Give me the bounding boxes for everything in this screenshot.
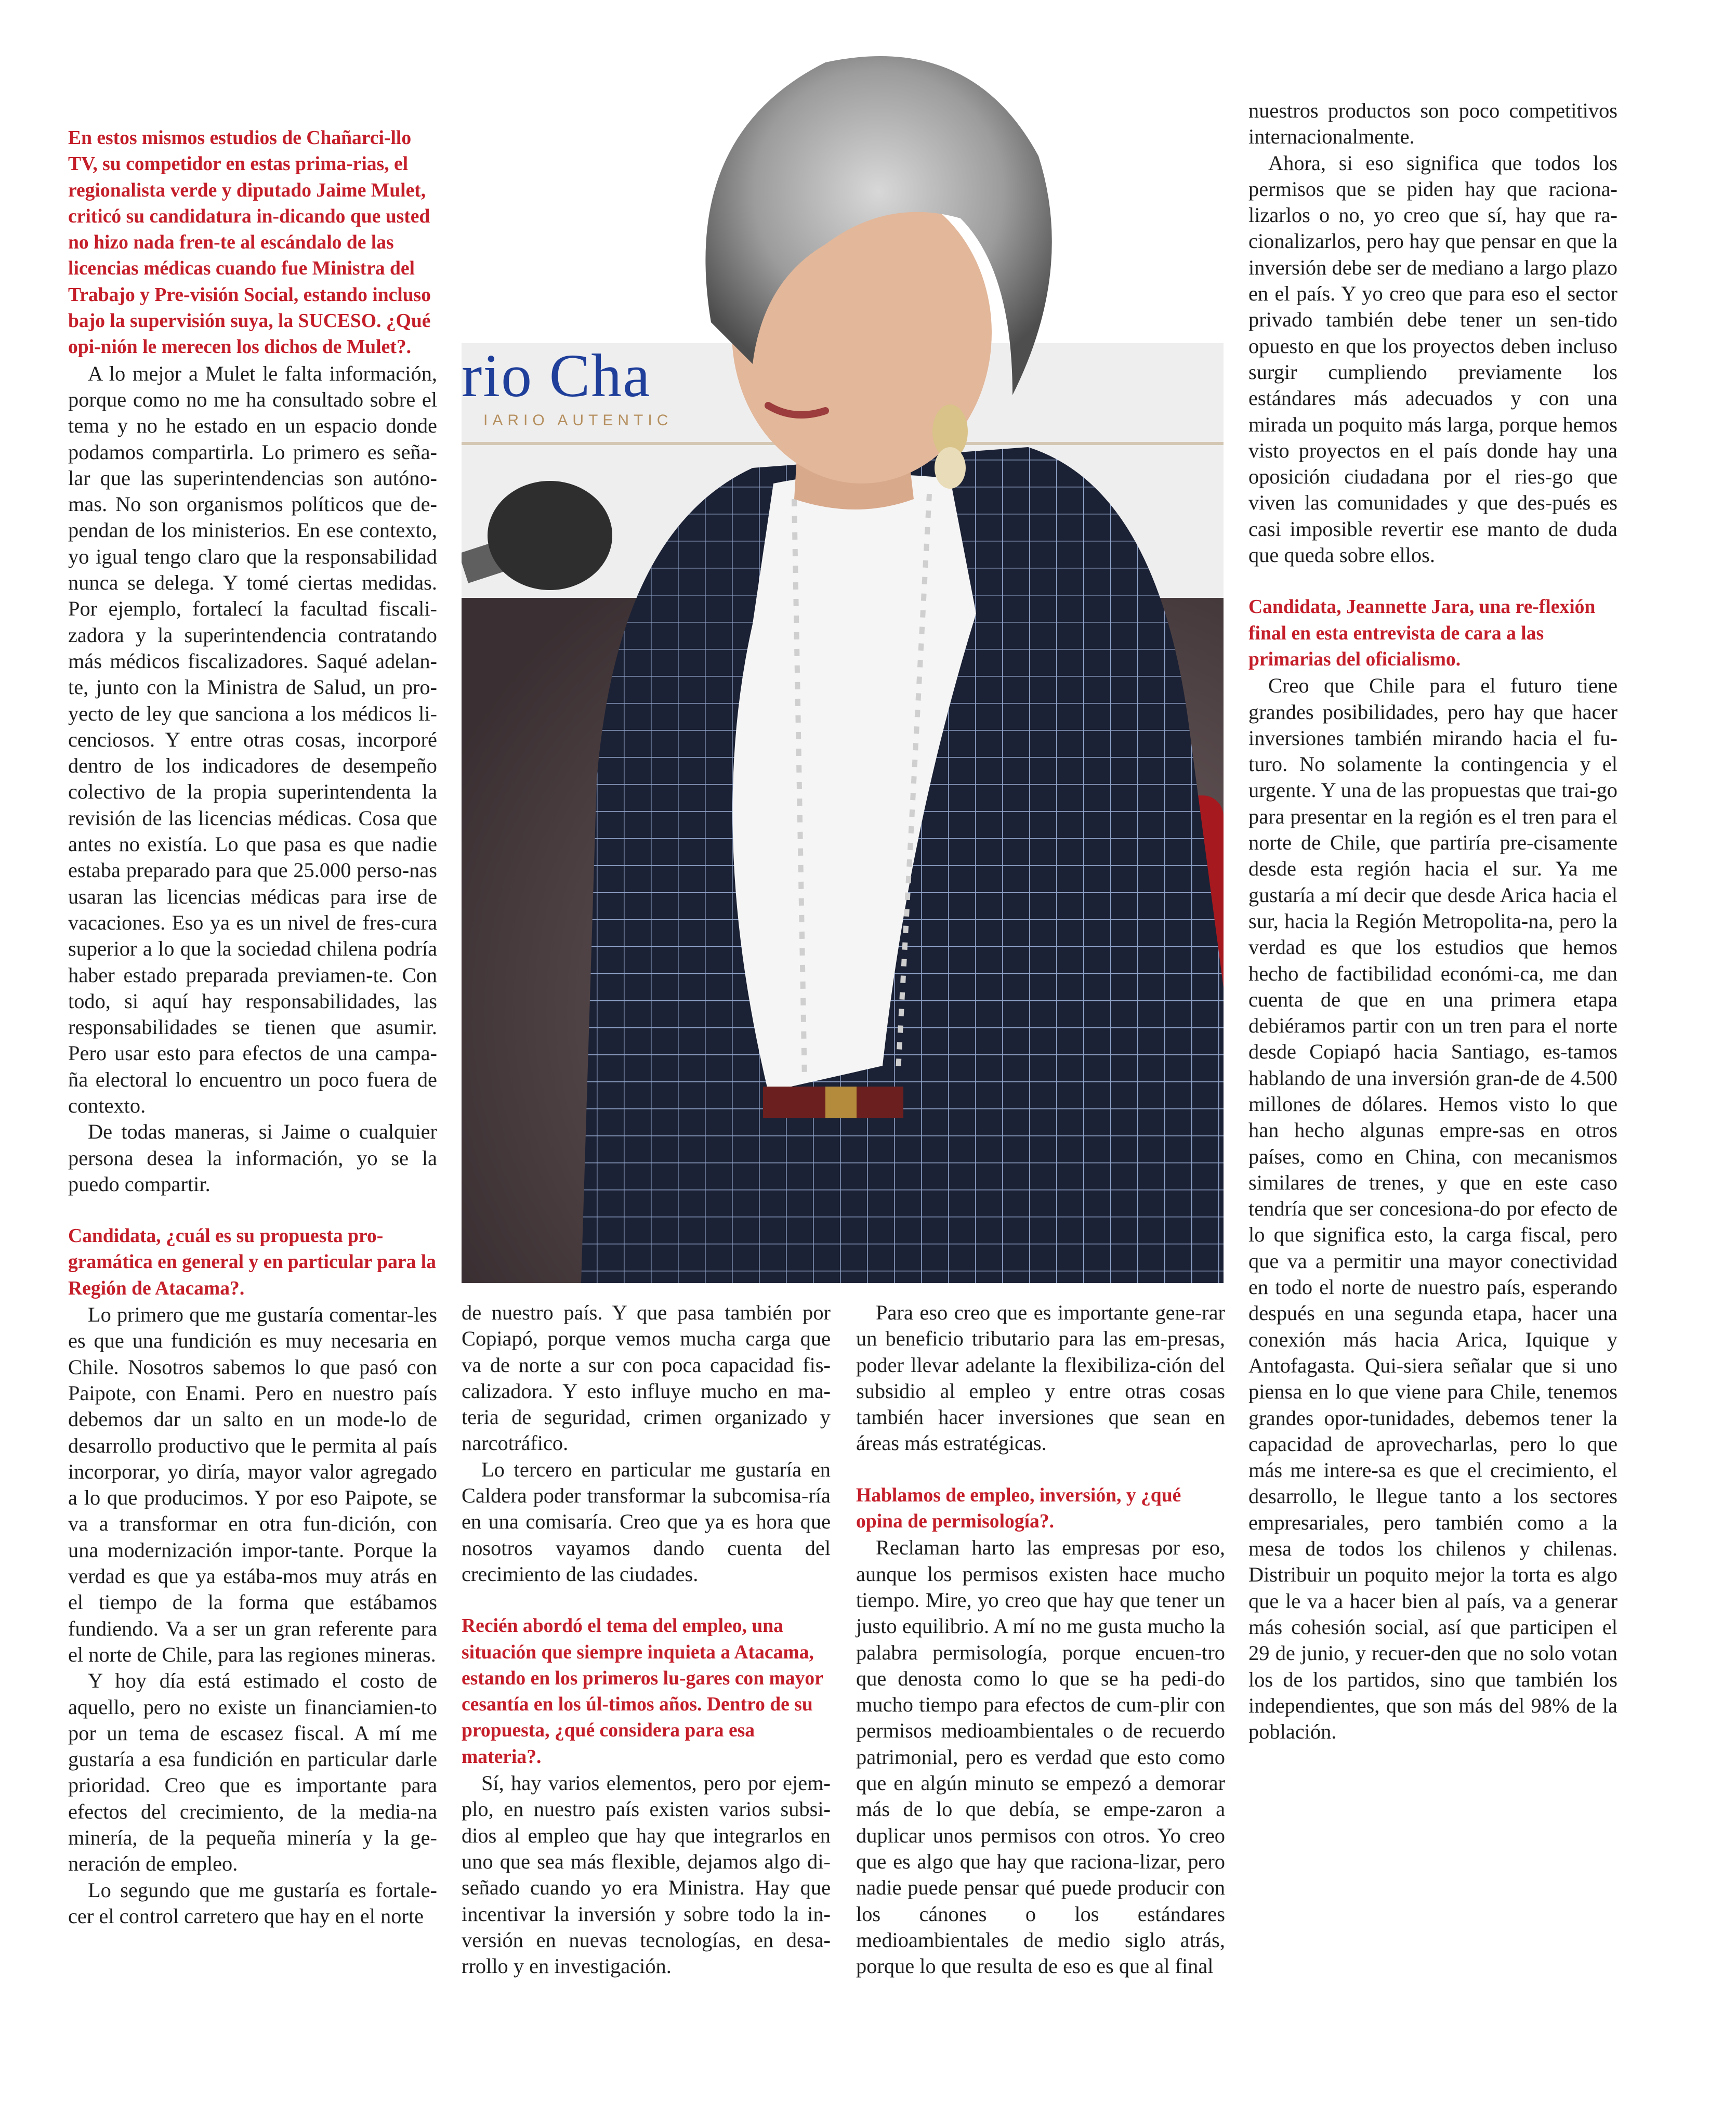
answer-mulet-2: De todas maneras, si Jaime o cualquier persona desea la información, yo se la puedo compartir. <box>68 1120 437 1196</box>
answer-mulet: A lo mejor a Mulet le falta información, porque como no me ha consultado sobre el tema y no he estado en un espacio donde podamos compartirla. Lo primero es seña-lar que las superintendencias son autóno-mas. No son organismos políticos que de-pendan de los ministerios. En ese contexto, yo igual tengo claro que la responsabilidad nunca se delega. Y tomé ciertas medidas. Por ejemplo, fortalecí la facultad fiscali-zadora y la superintendencia contratando más médicos fiscalizadores. Saqué adelan-te, junto con la Ministra de Salud, un pro-yecto de ley que sanciona a los médicos li-cenciosos. Y entre otras cosas, incorporé dentro de los indicadores de desempeño colectivo de la propia superintendenta la revisión de las licencias médicas. Cosa que antes no existía. Lo que pasa es que nadie estaba preparado para que 25.000 perso-nas usaran las licencias médicas para irse de vacaciones. Eso ya es un nivel de fres-cura superior a lo que la sociedad chilena podría haber estado preparada previamen-te. Con todo, si aquí hay responsabilidades, las responsabilidades se tienen que asumir. Pero usar esto para efectos de una campa-ña electoral lo encuentro un poco fuera de contexto. <box>68 361 437 1117</box>
interview-photo <box>462 0 1224 1283</box>
question-program: Candidata, ¿cuál es su propuesta pro-gramática en general y en particular para la Región de Atacama?. <box>68 1225 436 1299</box>
question-final: Candidata, Jeannette Jara, una re-flexión final en esta entrevista de cara a las primarias del oficialismo. <box>1248 596 1596 670</box>
answer-permits-3: Ahora, si eso significa que todos los permisos que se piden hay que raciona-lizarlos o no, yo creo que sí, hay que ra-cionalizarlos, pero hay que pensar en que la inversión debe ser de mediano a largo plazo en el país. Y yo creo que para eso el sector privado también debe tener un sen-tido opuesto en que los proyectos deben incluso surgir cumpliendo previamente los estándares más adecuados y con una mirada un poquito más larga, porque hemos visto proyectos en el país donde hay una oposición ciudadana por el ries-go que viven las comunidades y que des-pués es casi imposible revertir ese manto de duda que queda sobre ellos. <box>1248 151 1617 567</box>
answer-employment-2: Para eso creo que es importante gene-rar un beneficio tributario para las em-presas, poder llevar adelante la flexibiliza-ción del subsidio al empleo y entre otras cosas también hacer inversiones que sean en áreas más estratégicas. <box>856 1301 1225 1455</box>
studio-logo-text: rio Cha <box>462 342 651 410</box>
answer-program-2: Y hoy día está estimado el costo de aquello, pero no existe un financiamien-to por un tema de escasez fiscal. A mí me gustaría a esa fundición en particular darle prioridad. Creo que es importante para efectos del crecimiento, de la media-na minería, de la pequeña minería y la ge-neración de empleo. <box>68 1669 437 1876</box>
column-3 <box>856 1300 1225 1979</box>
column-1 <box>68 125 437 1929</box>
column-2 <box>462 1300 831 1979</box>
question-permits: Hablamos de empleo, inversión, y ¿qué opina de permisología?. <box>856 1484 1181 1533</box>
answer-employment-1: Sí, hay varios elementos, pero por ejem-plo, en nuestro país existen varios subsi-dios al empleo que hay que integrarlos en uno que sea más flexible, dejamos algo di-señado cuando yo era Ministra. Hay que incentivar la inversión y sobre todo la in-versión en nuevas tecnologías, en desa-rrollo y en investigación. <box>462 1771 831 1978</box>
answer-program-1: Lo primero que me gustaría comentar-les es que una fundición es muy necesaria en Chile. Nosotros sabemos lo que pasó con Paipote, con Enami. Pero en nuestro país debemos dar un salto en un mode-lo de desarrollo productivo que le permita al país incorporar, yo diría, mayor valor agregado a lo que producimos. Y por eso Paipote, se va a transformar en otra fun-dición, con una modernización impor-tante. Porque la verdad es que ya estába-mos muy atrás en el tiempo de la forma que estábamos fundiendo. Va a ser un gran referente para el norte de Chile, para las regiones mineras. <box>68 1303 437 1666</box>
answer-program-3: Lo segundo que me gustaría es fortale-cer el control carretero que hay en el norte <box>68 1878 437 1928</box>
question-employment: Recién abordó el tema del empleo, una situación que siempre inquieta a Atacama, estando en los primeros lu-gares con mayor cesantía en los úl-timos años. Dentro de su propuesta, ¿qué considera para esa materia?. <box>462 1615 823 1768</box>
question-mulet: En estos mismos estudios de Chañarci-llo TV, su competidor en estas prima-rias, el regionalista verde y diputado Jaime Mulet, criticó su candidatura in-dicando que usted no hizo nada fren-te al escándalo de las licencias médicas cuando fue Ministra del Trabajo y Pre-visión Social, estando incluso bajo la supervisión suya, la SUCESO. ¿Qué opi-nión le merecen los dichos de Mulet?. <box>68 127 431 358</box>
answer-program-5: Lo tercero en particular me gustaría en Caldera poder transformar la subcomisa-ría en una comisaría. Creo que ya es hora que nosotros vayamos dando cuenta del crecimiento de las ciudades. <box>462 1457 831 1586</box>
answer-program-4: de nuestro país. Y que pasa también por Copiapó, porque vemos mucha carga que va de norte a sur con poca capacidad fis-calizadora. Y esto influye mucho en ma-teria de seguridad, crimen organizado y narcotráfico. <box>462 1301 831 1455</box>
photo-scene <box>462 0 1224 1283</box>
answer-final: Creo que Chile para el futuro tiene grandes posibilidades, pero hay que hacer inversiones también mirando hacia el fu-turo. No solamente la contingencia y el urgente. Y una de las propuestas que trai-go para presentar en la región es el tren para el norte de Chile, que partiría pre-cisamente desde esta región hacia el sur. Ya me gustaría a mí decir que desde Arica hacia el sur, hacia la Región Metropolita-na, pero la verdad es que los estudios que hemos hecho de factibilidad económi-ca, me dan cuenta de que en una primera etapa debiéramos partir con un tren para el norte desde Copiapó hacia Santiago, es-tamos hablando de una inversión gran-de de 4.500 millones de dólares. Hemos visto lo que han hecho algunas empre-sas en otros países, como en China, con mecanismos similares de trenes, y que en este caso tendría que ser concesiona-do por efecto de lo que significa esto, la carga fiscal, pero que va a permitir una mayor conectividad en todo el norte de nuestro país, esperando después en una segunda etapa, hacer una conexión más hacia Arica, Iquique y Antofagasta. Qui-siera señalar que si uno piensa en lo que viene para Chile, tenemos grandes opor-tunidades, debemos tener la capacidad de aprovecharlas, pero lo que más me intere-sa es que el crecimiento, el desarrollo, le llegue tanto a los sectores empresariales, pero también como a la mesa de todos los chilenos y chilenas. Distribuir un poquito mejor la torta es algo que le va a hacer bien al país, va a generar más cohesión social, así que participen el 29 de junio, y recuer-den que no solo votan los de los partidos, sino que también los independientes, que son más del 98% de la población. <box>1248 674 1617 1744</box>
answer-permits-2: nuestros productos son poco competitivos internacionalmente. <box>1248 99 1617 149</box>
studio-logo-subtext: IARIO AUTENTIC <box>483 412 673 429</box>
answer-permits-1: Reclaman harto las empresas por eso, aunque los permisos existen hace mucho tiempo. Mire, yo creo que hay que tener un justo equilibrio. A mí no me gusta mucho la palabra permisología, porque encuen-tro que denosta como lo que se ha pedi-do mucho tiempo para efectos de cum-plir con permisos medioambientales o de recuerdo patrimonial, pero es verdad que esto como que en algún minuto se empezó a demorar más de lo que debía, se empe-zaron a duplicar unos permisos con otros. Yo creo que es algo que hay que raciona-lizar, pero nadie puede pensar qué puede producir con los cánones o los estándares medioambientales de medio siglo atrás, porque lo que resulta de eso es que al final <box>856 1536 1225 1978</box>
column-4 <box>1248 98 1617 1745</box>
